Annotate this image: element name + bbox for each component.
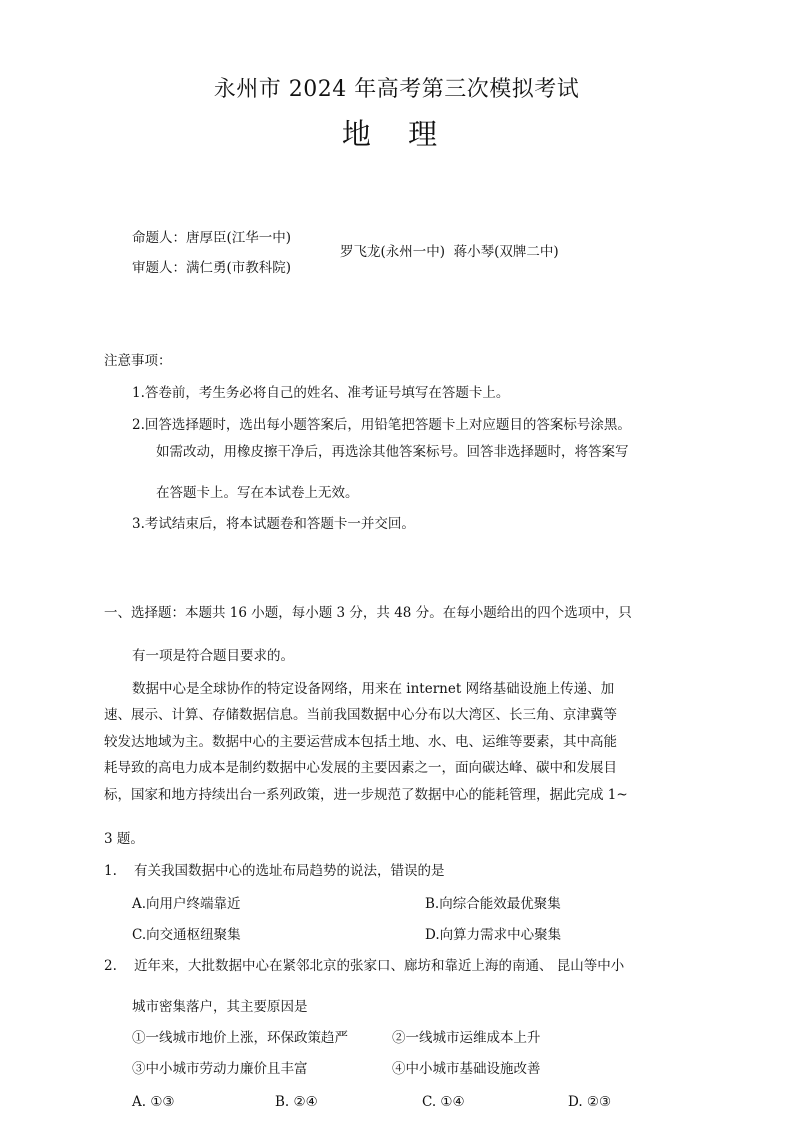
passage-line-6: 3 题。 <box>104 831 144 847</box>
notice-title: 注意事项： <box>104 353 172 369</box>
notice-item-2-line-3: 在答题卡上。写在本试卷上无效。 <box>156 485 359 501</box>
subject-title: 地 理 <box>341 117 452 151</box>
question-2-number: 2. <box>104 958 117 974</box>
question-2-statement-1: ①一线城市地价上涨，环保政策趋严 <box>132 1030 348 1046</box>
section-1-instruction-line-1: 一、选择题：本题共 16 小题，每小题 3 分，共 48 分。在每小题给出的四个选项中，只 <box>104 605 632 621</box>
question-1-stem: 有关我国数据中心的选址布局趋势的说法，错误的是 <box>134 863 445 879</box>
question-2-stem-line-2: 城市密集落户，其主要原因是 <box>132 999 308 1015</box>
reviewer-line: 审题人：满仁勇(市教科院) <box>132 260 292 276</box>
question-2-statement-2: ②一线城市运维成本上升 <box>392 1030 541 1046</box>
notice-item-1: 1.答卷前，考生务必将自己的姓名、准考证号填写在答题卡上。 <box>132 385 510 401</box>
notice-item-2-line-2: 如需改动，用橡皮擦干净后，再选涂其他答案标号。回答非选择题时，将答案写 <box>156 444 629 460</box>
notice-item-2-line-1: 2.回答选择题时，选出每小题答案后，用铅笔把答题卡上对应题目的答案标号涂黑。 <box>132 417 631 433</box>
passage-line-2: 速、展示、计算、存储数据信息。当前我国数据中心分布以大湾区、长三角、京津冀等 <box>104 707 617 723</box>
question-2-option-d: D. ②③ <box>568 1094 612 1110</box>
question-1-option-d: D.向算力需求中心聚集 <box>425 927 562 943</box>
question-2-option-b: B. ②④ <box>275 1094 318 1110</box>
question-1-option-b: B.向综合能效最优聚集 <box>425 896 561 912</box>
passage-line-4: 耗导致的高电力成本是制约数据中心发展的主要因素之一，面向碳达峰、碳中和发展目 <box>104 760 617 776</box>
passage-line-1: 数据中心是全球协作的特定设备网络，用来在 internet 网络基础设施上传递、加 <box>132 681 615 697</box>
question-2-statement-3: ③中小城市劳动力廉价且丰富 <box>132 1061 308 1077</box>
notice-item-3: 3.考试结束后，将本试题卷和答题卡一并交回。 <box>132 516 415 532</box>
question-1-number: 1. <box>104 863 117 879</box>
exam-title: 永州市 2024 年高考第三次模拟考试 <box>213 77 580 102</box>
passage-line-5: 标，国家和地方持续出台一系列政策，进一步规范了数据中心的能耗管理，据此完成 1~ <box>104 787 628 803</box>
question-1-option-c: C.向交通枢纽聚集 <box>132 927 241 943</box>
proposer-line: 命题人：唐厚臣(江华一中) <box>132 230 292 246</box>
question-2-option-c: C. ①④ <box>422 1094 465 1110</box>
section-1-instruction-line-2: 有一项是符合题目要求的。 <box>132 648 294 664</box>
question-1-option-a: A.向用户终端靠近 <box>132 896 241 912</box>
question-2-statement-4: ④中小城市基础设施改善 <box>392 1061 541 1077</box>
passage-line-3: 较发达地域为主。数据中心的主要运营成本包括土地、水、电、运维等要素，其中高能 <box>104 734 617 750</box>
question-2-stem-line-1: 近年来，大批数据中心在紧邻北京的张家口、廊坊和靠近上海的南通、 昆山等中小 <box>134 958 625 974</box>
question-2-option-a: A. ①③ <box>132 1094 175 1110</box>
coauthors-line: 罗飞龙(永州一中) 蒋小琴(双牌二中) <box>340 244 559 260</box>
